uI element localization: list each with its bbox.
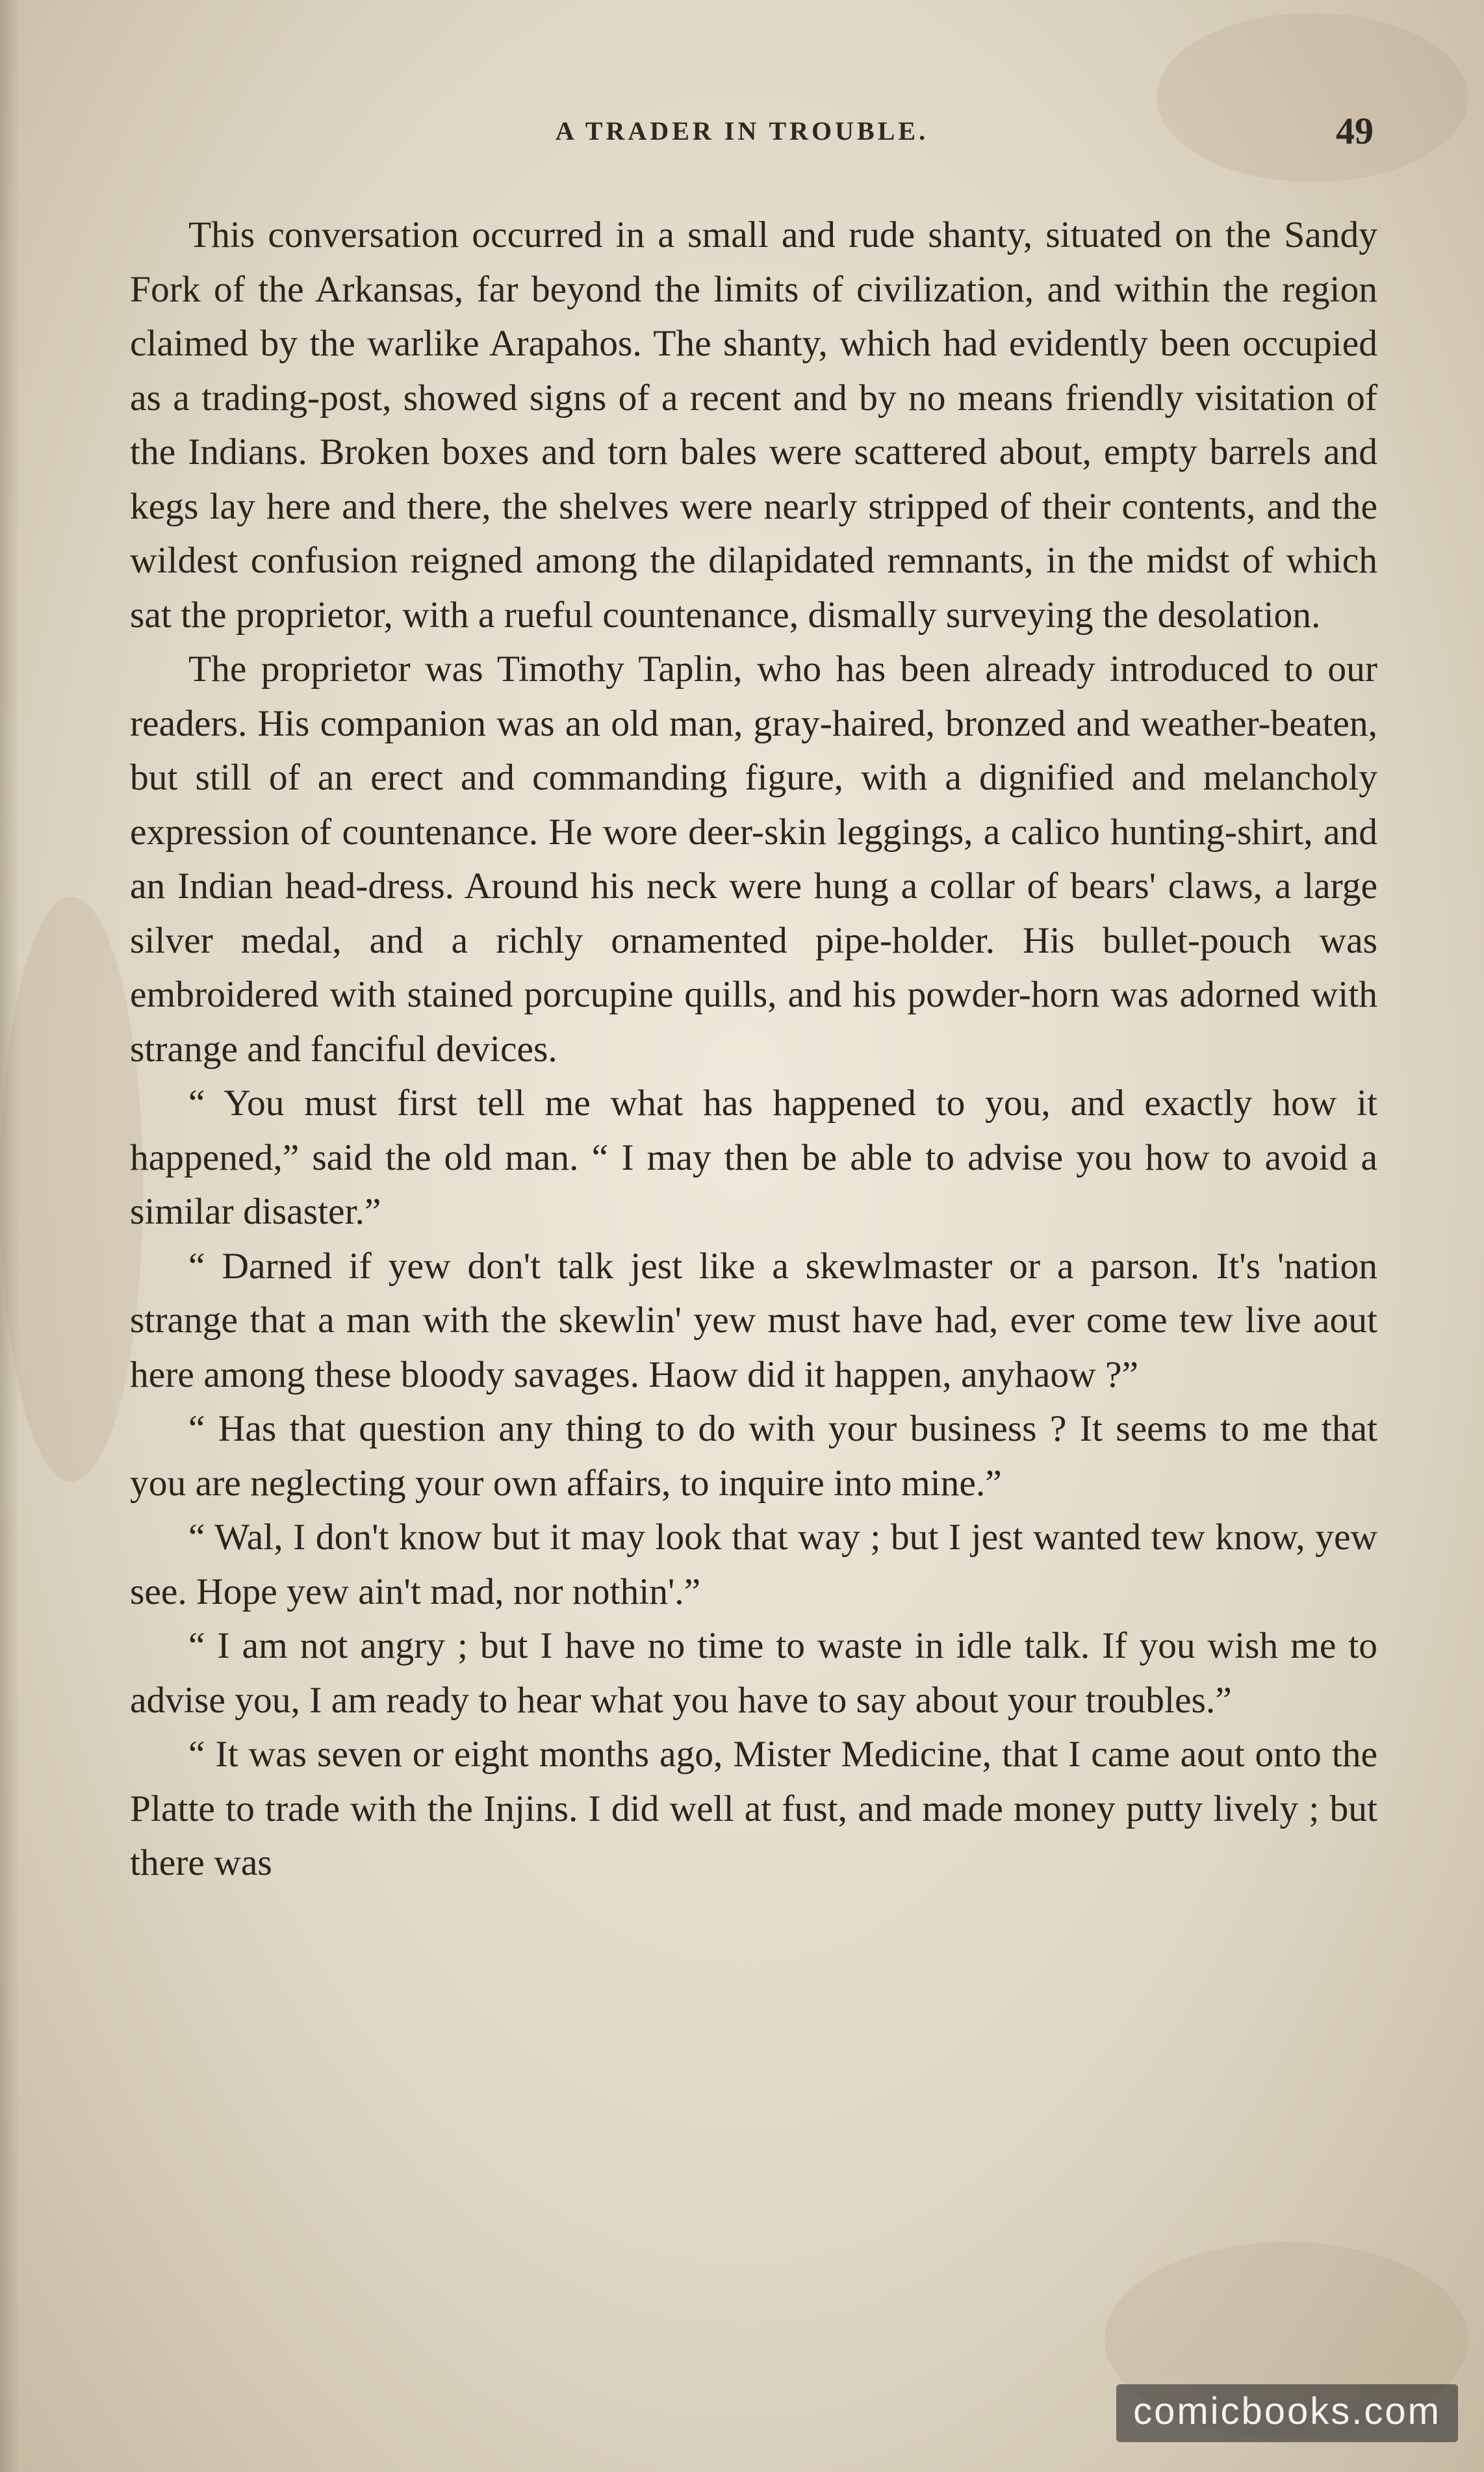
paragraph: “ Has that question any thing to do with your business ? It seems to me that you are neglecting your own affairs, to inquire into mine.” <box>130 1408 1377 1504</box>
paper-stain <box>0 897 143 1482</box>
paragraph: The proprietor was Timothy Taplin, who has been already introduced to our readers. His companion was an old man, gray-haired, bronzed and weather-beaten, but still of an erect and commanding figure, with a dignified and melancholy expression of countenance. He wore deer-skin leggings, a calico hunting-shirt, and an Indian head-dress. Around his neck were hung a collar of bears' claws, a large silver medal, and a richly ornamented pipe-holder. His bullet-pouch was embroidered with stained porcupine quills, and his powder-horn was adorned with strange and fanciful devices. <box>130 649 1377 1070</box>
paragraph: This conversation occurred in a small and rude shanty, situated on the Sandy Fork of the Arkansas, far beyond the limits of civilization, and within the region claimed by the warlike Arapahos. The shanty, which had evidently been occupied as a trading-post, showed signs of a recent and by no means friendly visitation of the Indians. Broken boxes and torn bales were scattered about, empty barrels and kegs lay here and there, the shelves were nearly stripped of their contents, and the wildest confusion reigned among the dilapidated remnants, in the midst of which sat the proprietor, with a rueful countenance, dismally surveying the desolation. <box>130 214 1377 636</box>
running-head: A TRADER IN TROUBLE. <box>555 116 929 146</box>
paragraph: “ It was seven or eight months ago, Mister Medicine, that I came aout onto the Platte to trade with the Injins. I did well at fust, and made money putty lively ; but there was <box>130 1734 1377 1883</box>
paragraph: “ You must first tell me what has happened to you, and exactly how it happened,” said the old man. “ I may then be able to advise you how to avoid a similar disaster.” <box>130 1083 1377 1232</box>
body-text <box>130 208 1377 1890</box>
paragraph: “ Wal, I don't know but it may look that way ; but I jest wanted tew know, yew see. Hope yew ain't mad, nor nothin'.” <box>130 1517 1377 1612</box>
paragraph: “ I am not angry ; but I have no time to waste in idle talk. If you wish me to advise you, I am ready to hear what you have to say about your troubles.” <box>130 1625 1377 1721</box>
paper-stain <box>1157 13 1468 182</box>
watermark: comicbooks.com <box>1116 2384 1458 2442</box>
paragraph: “ Darned if yew don't talk jest like a skewlmaster or a parson. It's 'nation strange that a man with the skewlin' yew must have had, ever come tew live aout here among these bloody savages. Haow did it happen, anyhaow ?” <box>130 1245 1377 1395</box>
page-number: 49 <box>1336 110 1374 152</box>
